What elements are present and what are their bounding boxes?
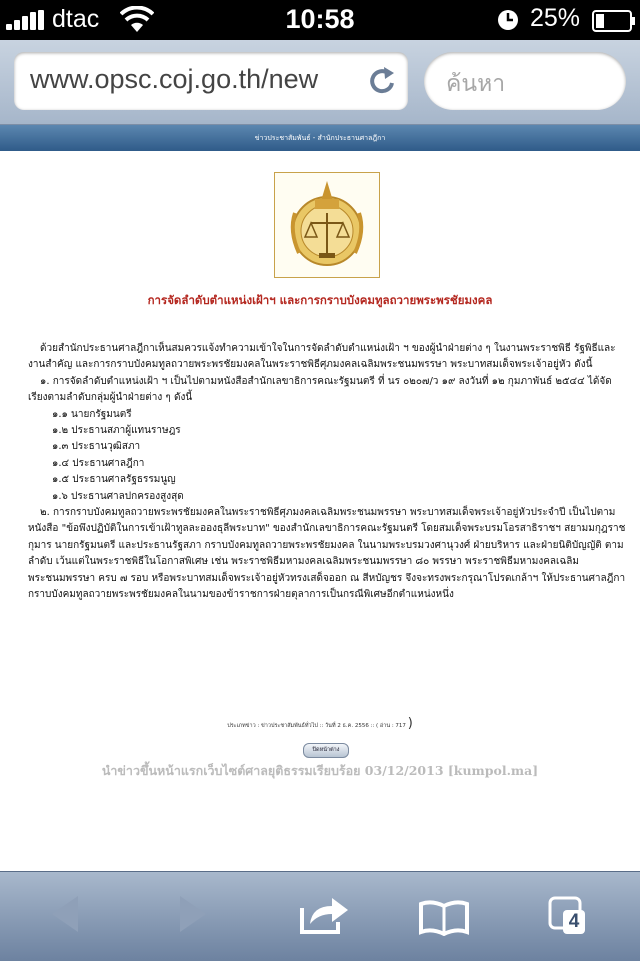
carrier-name: dtac (52, 5, 100, 33)
posting-credit: นำข่าวขึ้นหน้าแรกเว็บไซต์ศาลยุติธรรมเรียบร้อย 03/12/2013 [kumpol.ma] (101, 763, 539, 778)
reload-icon[interactable] (368, 65, 398, 97)
battery-icon (592, 10, 636, 32)
clock-time: 10:58 (285, 4, 355, 34)
article-point-1: ๑. การจัดลำดับตำแหน่งเฝ้า ฯ เป็นไปตามหนังสือสำนักเลขาธิการคณะรัฐมนตรี ที่ นร ๐๒๐๗/ว ๑๙ ลงวันที่ ๑๒ กุมภาพันธ์ ๒๕๔๔ ได้จัดเรียงตามลำดับกลุ่มผู้นำฝ่ายต่าง ๆ ดังนี้ (28, 375, 612, 404)
alarm-clock-icon (497, 9, 519, 31)
site-header-banner (0, 125, 640, 151)
article-body (28, 341, 628, 604)
list-item: ๑.๔ ประธานศาลฎีกา (52, 457, 145, 469)
close-window-button[interactable]: ปิดหน้าต่าง (303, 743, 349, 758)
list-item: ๑.๒ ประธานสภาผู้แทนราษฎร (52, 425, 181, 437)
list-item: ๑.๓ ประธานวุฒิสภา (52, 441, 141, 453)
article-meta (0, 716, 640, 731)
list-item: ๑.๑ นายกรัฐมนตรี (52, 408, 132, 420)
article-intro: ด้วยสำนักประธานศาลฎีกาเห็นสมควรแจ้งทำความเข้าใจในการจัดลำดับตำแหน่งเฝ้า ฯ ของผู้นำฝ่ายต่าง ๆ ในงานพระราชพิธี รัฐพิธีและงานสำคัญ และการกราบบังคมทูลถวายพระพรชัยมงคลในพระราชพิธีศุภมงคลเฉลิมพระชนมพรรษา พระบาทสมเด็จพระเจ้าอยู่หัว ดังนี้ (28, 343, 616, 371)
web-content (0, 151, 640, 871)
article-headline: การจัดลำดับตำแหน่งเฝ้าฯ และการกราบบังคมทูลถวายพระพรชัยมงคล (147, 293, 493, 307)
battery-percentage: 25% (530, 4, 581, 32)
forward-arrow-icon[interactable] (176, 894, 210, 934)
official-order-list (28, 407, 628, 505)
share-icon[interactable] (298, 892, 350, 936)
article-meta-close: ) (407, 716, 413, 731)
court-emblem-logo (274, 172, 380, 278)
search-placeholder: ค้นหา (446, 71, 506, 97)
search-input[interactable] (424, 52, 626, 110)
bookmarks-icon[interactable] (418, 898, 470, 936)
url-input[interactable] (14, 52, 408, 110)
article-meta-text: ประเภทข่าว : ข่าวประชาสัมพันธ์ทั่วไป :: วันที่ 2 ธ.ค. 2556 :: ( อ่าน : 717 (227, 723, 408, 729)
url-text: www.opsc.coj.go.th/new (30, 64, 319, 94)
article-point-2: ๒. การกราบบังคมทูลถวายพระพรชัยมงคลในพระราชพิธีศุภมงคลเฉลิมพระชนมพรรษา พระบาทสมเด็จพระเจ้าอยู่หัวประจำปี เป็นไปตามหนังสือ "ข้อพึงปฏิบัติในการเข้าเฝ้าทูลละอองธุลีพระบาท" ของสำนักเลขาธิการคณะรัฐมนตรี โดยสมเด็จพระบรมโอรสาธิราชฯ สยามมกุฎราชกุมาร นายกรัฐมนตรี และประธานรัฐสภา กราบบังคมทูลถวายพระพรชัยมงคล ในนามพระบรมวงศานุวงศ์ ฝ่ายบริหาร และฝ่ายนิติบัญญัติ ตามลำดับ เว้นแต่ในพระราชพิธีในโอกาสพิเศษ เช่น พระราชพิธีมหามงคลเฉลิมพระชนมพรรษา ๘๐ พรรษา พระราชพิธีมหามงคลเฉลิมพระชนมพรรษา ครบ ๗ รอบ หรือพระบาทสมเด็จพระเจ้าอยู่หัวทรงเสด็จออก ณ สีหบัญชร จึงจะทรงพระกรุณาโปรดเกล้าฯ ให้ประธานศาลฎีกากราบบังคมทูลถวายพระพรชัยมงคลในนามของข้าราชการฝ่ายตุลาการเป็นกรณีพิเศษอีกตำแหน่งหนึ่ง (28, 507, 626, 601)
browser-address-bar (0, 40, 640, 125)
browser-toolbar (0, 871, 640, 961)
status-bar (0, 0, 640, 40)
site-header-title: ข่าวประชาสัมพันธ์ - สำนักประธานศาลฎีกา (254, 134, 386, 142)
list-item: ๑.๕ ประธานศาลรัฐธรรมนูญ (52, 474, 176, 486)
tab-count-badge[interactable]: 4 (563, 910, 585, 934)
list-item: ๑.๖ ประธานศาลปกครองสูงสุด (52, 490, 184, 502)
back-arrow-icon[interactable] (48, 894, 82, 934)
